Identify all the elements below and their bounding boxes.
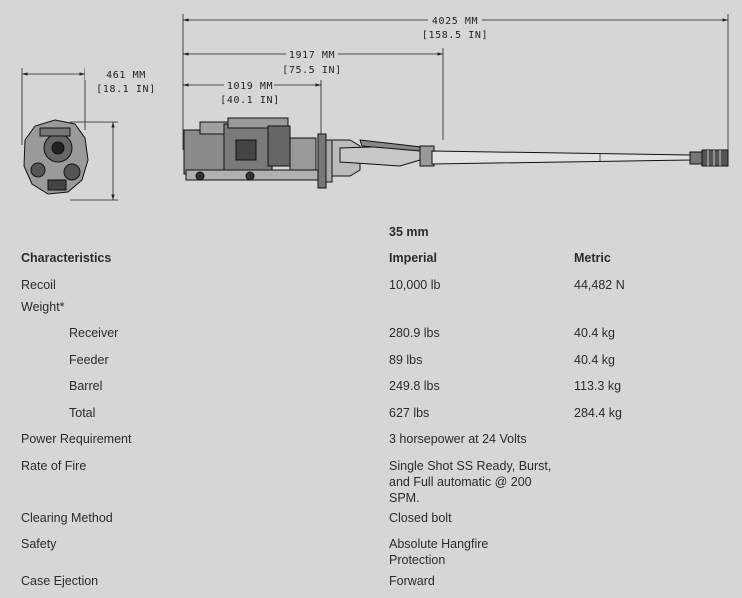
overall-length-mm: 4025 MM bbox=[431, 16, 479, 27]
weapon-end-view bbox=[24, 120, 88, 194]
row-clearing-imperial: Closed bolt bbox=[389, 511, 452, 525]
row-weight-label: Weight* bbox=[21, 300, 65, 314]
header-imperial: Imperial bbox=[389, 251, 437, 265]
row-power-label: Power Requirement bbox=[21, 432, 132, 446]
mid-length-in: [75.5 IN] bbox=[282, 65, 342, 76]
row-clearing-label: Clearing Method bbox=[21, 511, 113, 525]
row-recoil-imperial: 10,000 lb bbox=[389, 278, 441, 292]
row-barrel-metric: 113.3 kg bbox=[574, 379, 622, 393]
row-rate-imperial: Single Shot SS Ready, Burst, and Full automatic @ 200 SPM. bbox=[389, 459, 552, 505]
row-receiver-label: Receiver bbox=[69, 326, 119, 340]
width-mm: 461 MM bbox=[106, 70, 146, 81]
overall-length-in: [158.5 IN] bbox=[421, 30, 489, 41]
mid-length-mm: 1917 MM bbox=[288, 50, 336, 61]
row-recoil-label: Recoil bbox=[21, 278, 56, 292]
row-feeder-metric: 40.4 kg bbox=[574, 353, 616, 367]
row-recoil-metric: 44,482 N bbox=[574, 278, 625, 292]
row-rate-label: Rate of Fire bbox=[21, 459, 87, 473]
short-length-in: [40.1 IN] bbox=[220, 95, 280, 106]
row-receiver-imperial: 280.9 lbs bbox=[389, 326, 440, 340]
technical-drawing bbox=[0, 0, 742, 215]
row-feeder-imperial: 89 lbs bbox=[389, 353, 423, 367]
row-receiver-metric: 40.4 kg bbox=[574, 326, 616, 340]
row-total-label: Total bbox=[69, 406, 96, 420]
header-metric: Metric bbox=[574, 251, 611, 265]
weapon-side-view bbox=[184, 118, 728, 188]
row-safety-label: Safety bbox=[21, 537, 57, 551]
caliber-heading: 35 mm bbox=[389, 225, 429, 239]
row-barrel-label: Barrel bbox=[69, 379, 103, 393]
row-total-metric: 284.4 kg bbox=[574, 406, 622, 420]
row-ejection-imperial: Forward bbox=[389, 574, 435, 588]
row-safety-imperial: Absolute Hangfire Protection bbox=[389, 537, 489, 567]
short-length-mm: 1019 MM bbox=[226, 81, 274, 92]
header-characteristics: Characteristics bbox=[21, 251, 112, 265]
width-in: [18.1 IN] bbox=[96, 84, 156, 95]
row-power-imperial: 3 horsepower at 24 Volts bbox=[389, 432, 527, 446]
row-barrel-imperial: 249.8 lbs bbox=[389, 379, 440, 393]
row-total-imperial: 627 lbs bbox=[389, 406, 430, 420]
row-ejection-label: Case Ejection bbox=[21, 574, 99, 588]
row-feeder-label: Feeder bbox=[69, 353, 109, 367]
